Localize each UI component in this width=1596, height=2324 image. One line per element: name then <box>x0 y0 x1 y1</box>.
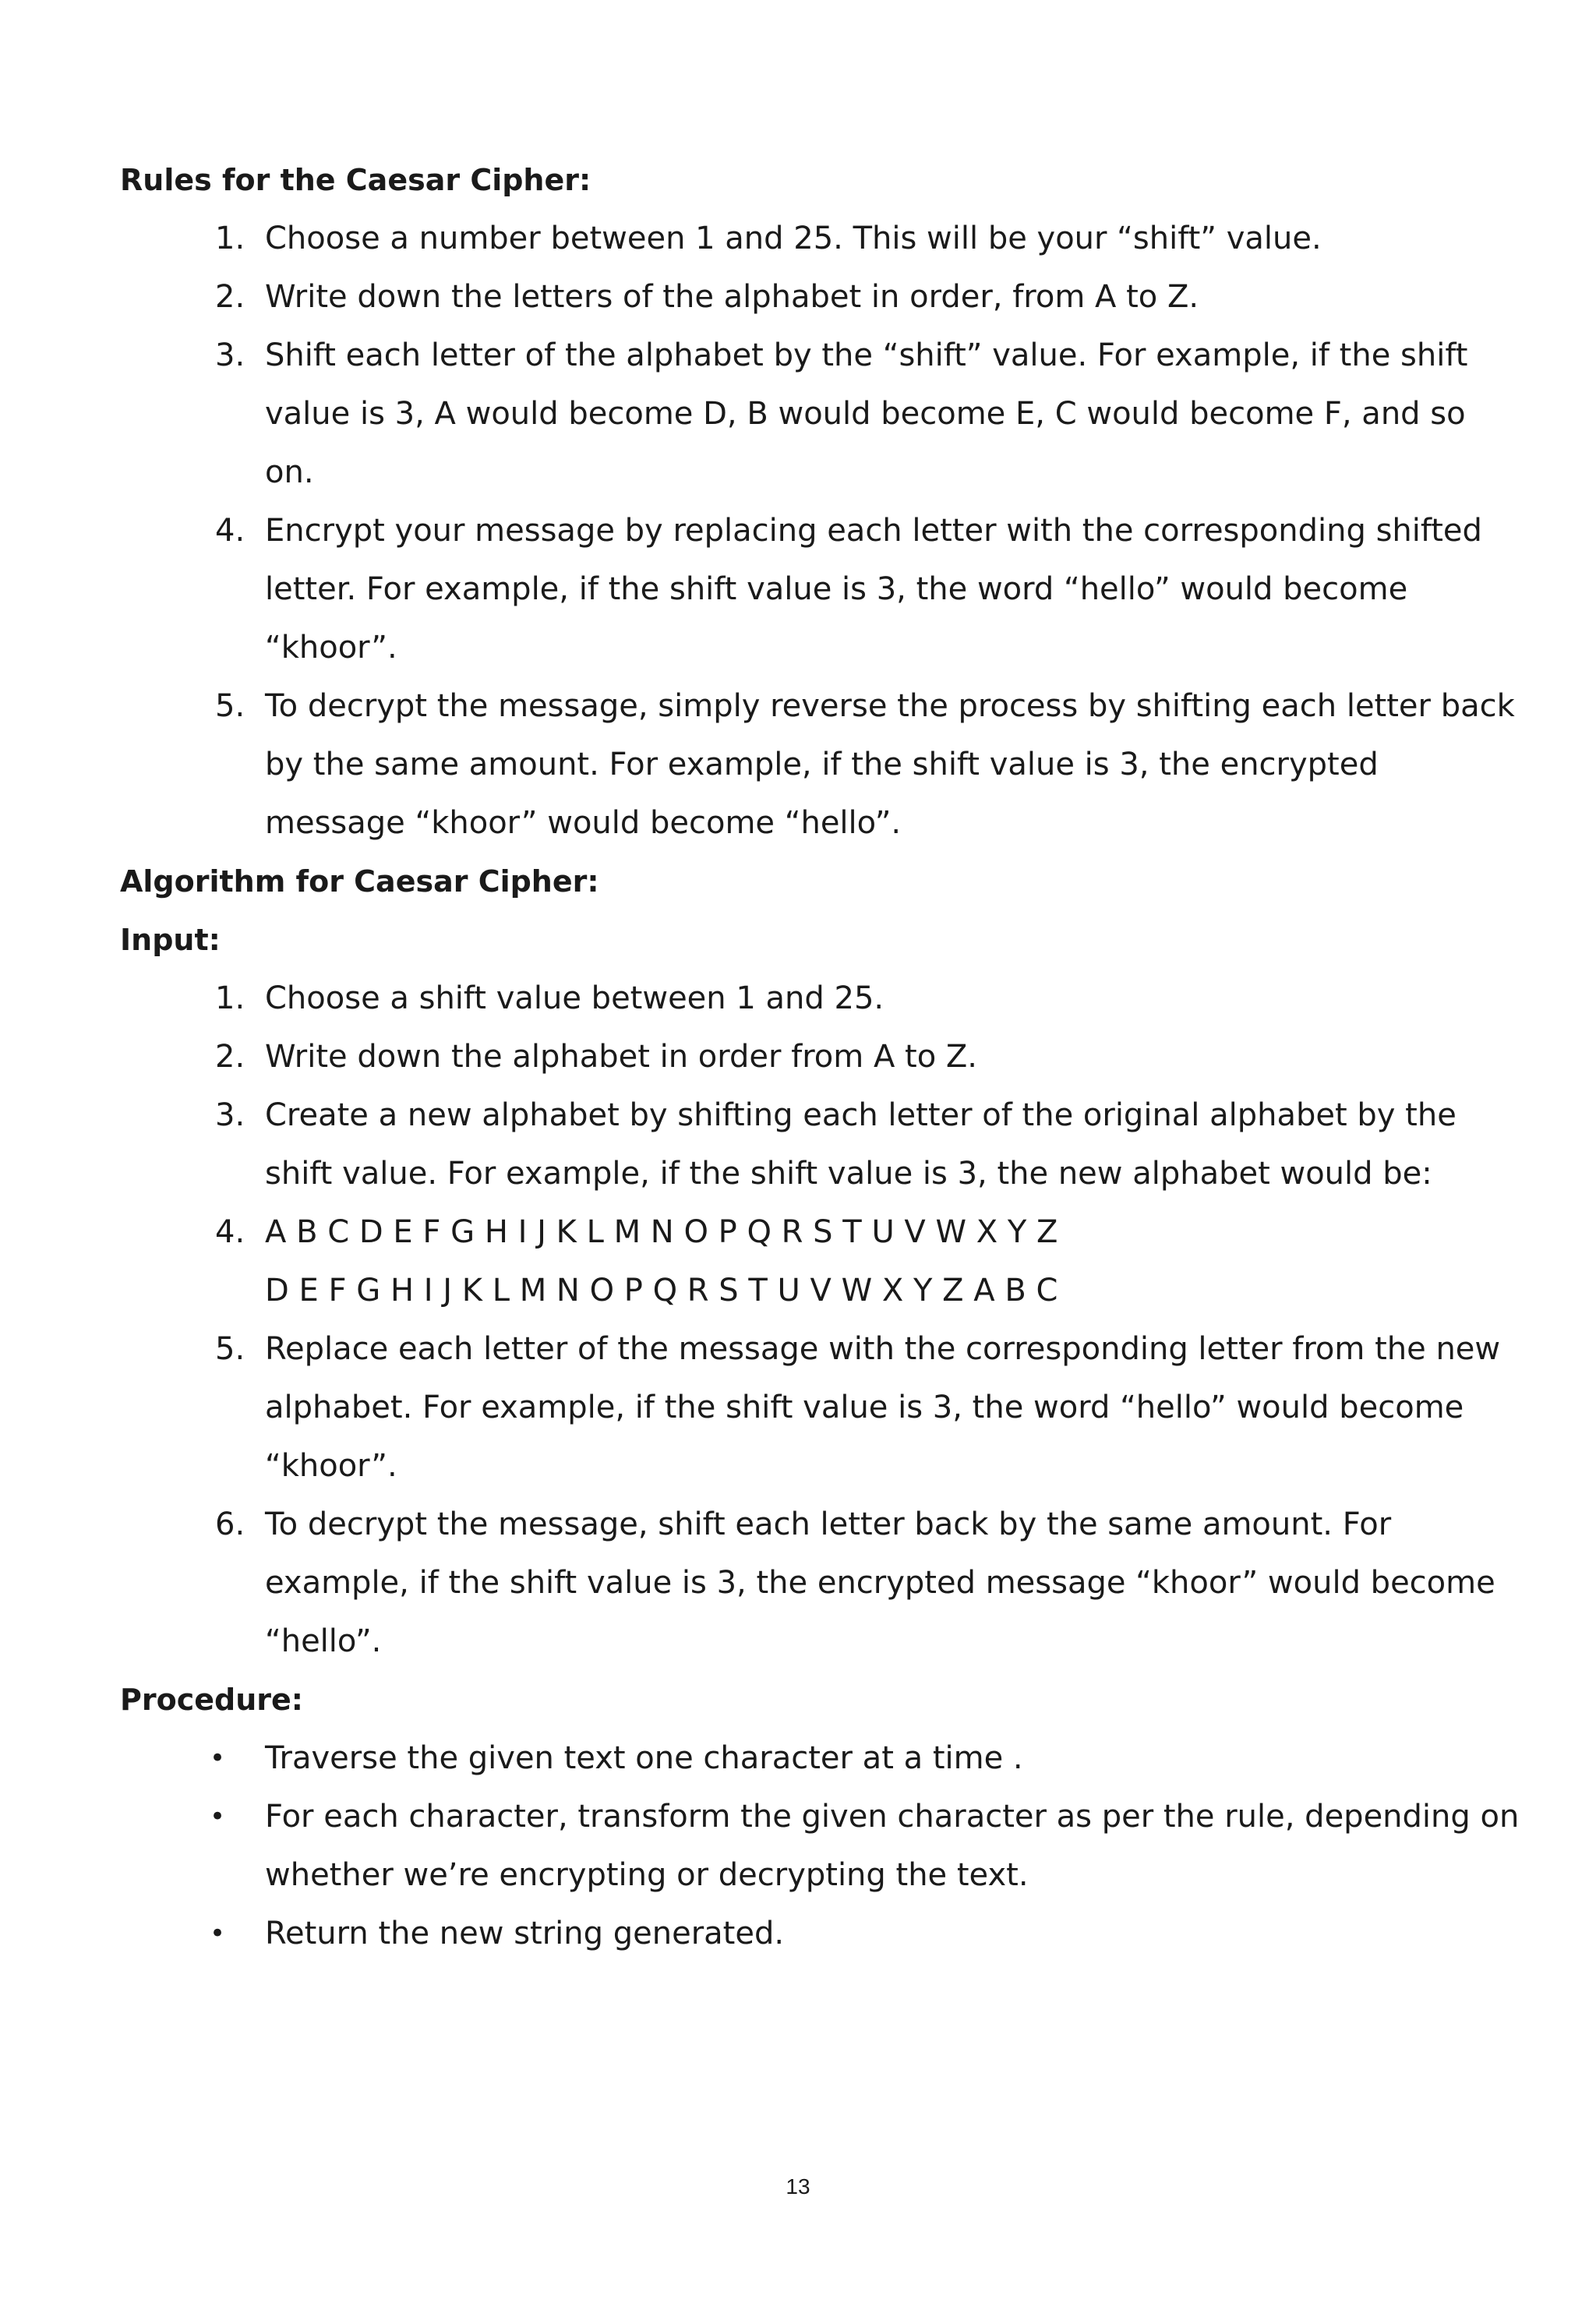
list-item-text: Create a new alphabet by shifting each letter of the original alphabet by the shift value. For example, if the shift value is 3, the new alphabet would be: <box>265 1097 1457 1192</box>
list-marker: 5. <box>215 688 245 724</box>
algorithm-item <box>120 1320 1523 1496</box>
page-content <box>120 151 1523 1963</box>
list-marker: 3. <box>215 1097 245 1133</box>
list-item-text: Write down the letters of the alphabet in order, from A to Z. <box>265 279 1199 315</box>
procedure-item <box>120 1905 1523 1963</box>
procedure-heading: Procedure: <box>120 1683 303 1717</box>
list-marker: 3. <box>215 337 245 373</box>
bullet-icon: • <box>210 1801 226 1832</box>
algorithm-item <box>120 970 1523 1028</box>
list-item-text: Encrypt your message by replacing each letter with the corresponding shifted letter. For example, if the shift value is 3, the word “hello” would become “khoor”. <box>265 513 1482 666</box>
algorithm-list <box>120 970 1523 1671</box>
list-marker: 2. <box>215 1039 245 1075</box>
list-marker: 5. <box>215 1331 245 1367</box>
rules-item <box>120 268 1523 327</box>
shifted-alphabet: D E F G H I J K L M N O P Q R S T U V W X Y Z A B C <box>265 1273 1058 1309</box>
algorithm-item <box>120 1203 1523 1320</box>
list-marker: 1. <box>215 980 245 1016</box>
list-item-text: Replace each letter of the message with the corresponding letter from the new alphabet. For example, if the shift value is 3, the word “hello” would become “khoor”. <box>265 1331 1501 1484</box>
rules-item <box>120 327 1523 502</box>
list-item-text: Traverse the given text one character at a time . <box>265 1740 1023 1776</box>
list-item-text: Choose a shift value between 1 and 25. <box>265 980 885 1016</box>
list-item-text: Return the new string generated. <box>265 1916 785 1951</box>
algorithm-item <box>120 1496 1523 1671</box>
rules-list <box>120 210 1523 853</box>
rules-item <box>120 677 1523 853</box>
list-item-text: Shift each letter of the alphabet by the “shift” value. For example, if the shift value is 3, A would become D, B would become E, C would become F, and so on. <box>265 337 1468 490</box>
input-heading: Input: <box>120 923 221 957</box>
original-alphabet: A B C D E F G H I J K L M N O P Q R S T U V W X Y Z <box>265 1214 1058 1250</box>
list-item-text: To decrypt the message, simply reverse the process by shifting each letter back by the same amount. For example, if the shift value is 3, the encrypted message “khoor” would become “hello”. <box>265 688 1515 841</box>
list-marker: 2. <box>215 279 245 315</box>
rules-item <box>120 502 1523 677</box>
rules-item <box>120 210 1523 268</box>
procedure-item <box>120 1729 1523 1788</box>
bullet-icon: • <box>210 1918 226 1949</box>
list-item-text: To decrypt the message, shift each letter back by the same amount. For example, if the shift value is 3, the encrypted message “khoor” would become “hello”. <box>265 1506 1495 1659</box>
rules-heading: Rules for the Caesar Cipher: <box>120 163 591 197</box>
page-number: 13 <box>786 2174 810 2199</box>
list-item-text: For each character, transform the given character as per the rule, depending on whether we’re encrypting or decrypting the text. <box>265 1799 1520 1893</box>
list-marker: 1. <box>215 221 245 256</box>
list-marker: 4. <box>215 1214 245 1250</box>
list-item-text: Choose a number between 1 and 25. This will be your “shift” value. <box>265 221 1322 256</box>
algorithm-heading: Algorithm for Caesar Cipher: <box>120 864 599 899</box>
algorithm-item <box>120 1028 1523 1086</box>
procedure-item <box>120 1788 1523 1905</box>
list-item-text: Write down the alphabet in order from A to Z. <box>265 1039 978 1075</box>
procedure-list <box>120 1729 1523 1963</box>
bullet-icon: • <box>210 1743 226 1774</box>
list-marker: 4. <box>215 513 245 549</box>
algorithm-item <box>120 1086 1523 1203</box>
list-marker: 6. <box>215 1506 245 1542</box>
